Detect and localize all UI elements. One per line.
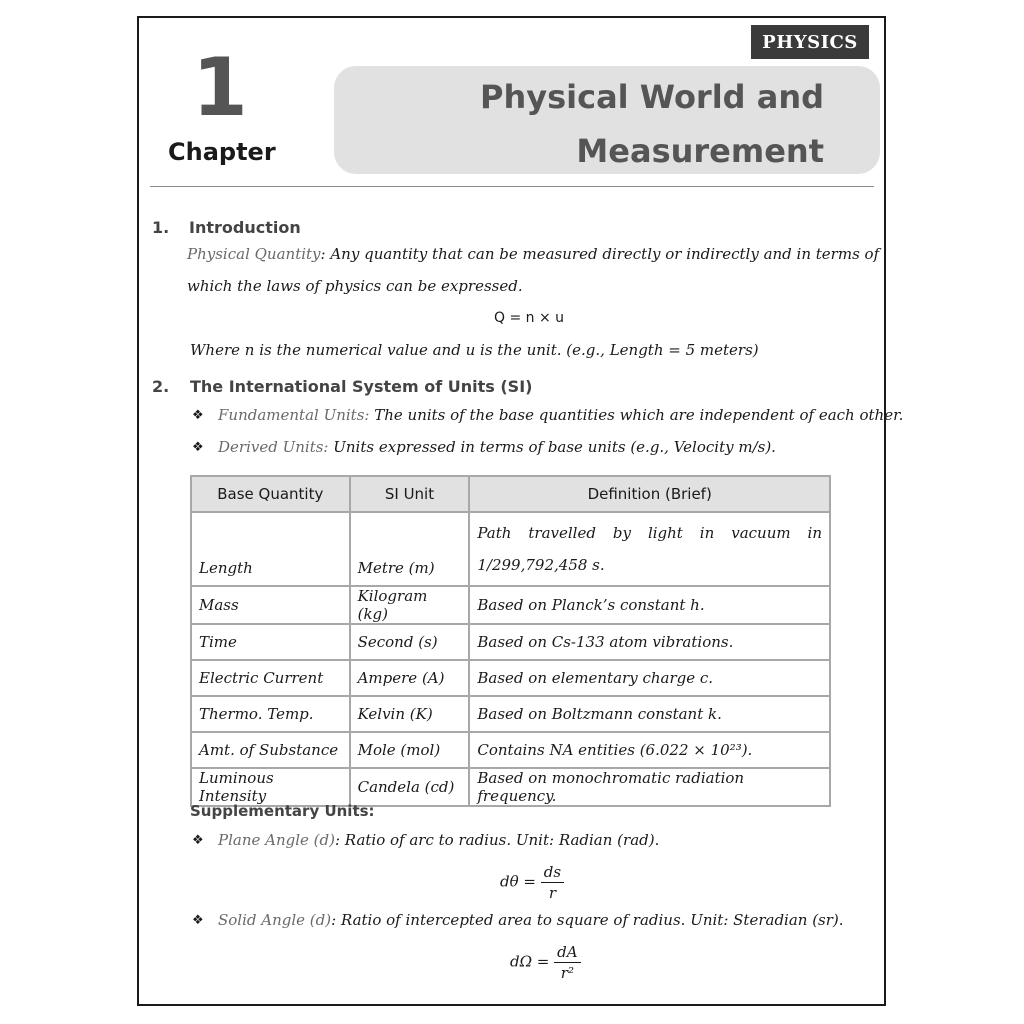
table-row	[191, 696, 830, 732]
derived-units-item	[218, 438, 776, 456]
section-2-title: The International System of Units (SI)	[190, 377, 533, 396]
physical-quantity-definition	[187, 245, 879, 263]
supplementary-units-title: Supplementary Units:	[190, 802, 375, 820]
solid-angle-denominator: r²	[560, 964, 574, 982]
solid-angle-numerator: dA	[554, 942, 580, 963]
table-cell: Based on Cs-133 atom vibrations.	[469, 624, 830, 660]
derived-units-text: Units expressed in terms of base units (e.g., Velocity m/s).	[328, 438, 776, 456]
table-row	[191, 586, 830, 624]
table-row	[191, 660, 830, 696]
table-cell: Luminous Intensity	[191, 768, 350, 806]
quantity-formula: Q = n × u	[494, 310, 565, 326]
section-1-title: Introduction	[189, 218, 301, 237]
derived-units-term: Derived Units:	[218, 438, 329, 456]
table-row	[191, 768, 830, 806]
plane-angle-lhs: dθ =	[500, 872, 536, 891]
table-cell: Amt. of Substance	[191, 732, 350, 768]
table-row	[191, 624, 830, 660]
fundamental-units-text: The units of the base quantities which are independent of each other.	[369, 406, 904, 424]
table-cell: Kilogram (kg)	[350, 586, 470, 624]
section-2-number: 2.	[152, 377, 170, 396]
plane-angle-term: Plane Angle (d)	[218, 831, 335, 849]
table-cell: Based on monochromatic radiation frequency.	[469, 768, 830, 806]
plane-angle-fraction	[541, 862, 564, 903]
fundamental-units-item	[218, 406, 903, 424]
table-cell: Kelvin (K)	[350, 696, 470, 732]
solid-angle-fraction	[554, 942, 580, 983]
table-cell: Based on elementary charge c.	[469, 660, 830, 696]
table-cell	[469, 512, 830, 586]
plane-angle-formula	[500, 862, 564, 903]
solid-angle-text: : Ratio of intercepted area to square of radius. Unit: Steradian (sr).	[331, 911, 844, 929]
chapter-number: 1	[192, 41, 248, 134]
header-divider	[150, 186, 874, 187]
table-header-row	[191, 476, 830, 512]
table-cell: Electric Current	[191, 660, 350, 696]
plane-angle-text: : Ratio of arc to radius. Unit: Radian (rad).	[334, 831, 660, 849]
solid-angle-lhs: dΩ =	[510, 952, 550, 971]
fundamental-units-term: Fundamental Units:	[218, 406, 370, 424]
table-cell: Metre (m)	[350, 512, 470, 586]
table-cell: Based on Planck’s constant h.	[469, 586, 830, 624]
table-cell: Contains NA entities (6.022 × 10²³).	[469, 732, 830, 768]
diamond-bullet-icon: ❖	[192, 833, 204, 848]
diamond-bullet-icon: ❖	[192, 440, 204, 455]
table-cell: Second (s)	[350, 624, 470, 660]
quantity-formula-note: Where n is the numerical value and u is the unit. (e.g., Length = 5 meters)	[190, 341, 759, 359]
chapter-title-line-2: Measurement	[576, 132, 824, 170]
plane-angle-numerator: ds	[541, 862, 564, 883]
table-cell: Mass	[191, 586, 350, 624]
table-row	[191, 732, 830, 768]
solid-angle-term: Solid Angle (d)	[218, 911, 332, 929]
solid-angle-formula	[510, 942, 581, 983]
si-base-units-table	[190, 475, 831, 807]
diamond-bullet-icon: ❖	[192, 913, 204, 928]
solid-angle-item	[218, 911, 844, 929]
table-cell: Mole (mol)	[350, 732, 470, 768]
table-row	[191, 512, 830, 586]
chapter-label: Chapter	[168, 138, 276, 166]
chapter-title-line-1: Physical World and	[480, 78, 824, 116]
plane-angle-item	[218, 831, 659, 849]
section-1-number: 1.	[152, 218, 170, 237]
physical-quantity-term: Physical Quantity	[187, 245, 321, 263]
physical-quantity-text: : Any quantity that can be measured directly or indirectly and in terms of	[320, 245, 880, 263]
table-cell: Length	[191, 512, 350, 586]
physical-quantity-definition-cont: which the laws of physics can be expressed.	[187, 277, 523, 295]
plane-angle-denominator: r	[548, 884, 556, 902]
table-cell: Time	[191, 624, 350, 660]
table-header-cell: SI Unit	[350, 476, 470, 512]
table-cell: Ampere (A)	[350, 660, 470, 696]
subject-badge: PHYSICS	[751, 25, 869, 59]
table-cell: Thermo. Temp.	[191, 696, 350, 732]
table-header-cell: Definition (Brief)	[469, 476, 830, 512]
table-header-cell: Base Quantity	[191, 476, 350, 512]
table-cell-text: Path travelled by light in vacuum in 1/299,792,458 s.	[477, 524, 822, 574]
table-cell: Candela (cd)	[350, 768, 470, 806]
table-cell: Based on Boltzmann constant k.	[469, 696, 830, 732]
diamond-bullet-icon: ❖	[192, 408, 204, 423]
